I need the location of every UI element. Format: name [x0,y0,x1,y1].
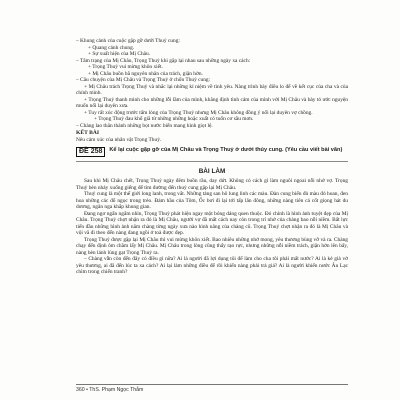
outline-line: + Sự xuất hiện của Mị Châu. [88,51,151,57]
page-footer [76,384,348,393]
outline-line: – Chàng lao thân thành những bọt nước biển mang hình giọt lệ. [76,122,213,129]
essay-paragraph: Thuỷ cung là một thế giới long lanh, trong vắt. Những tảng san hô lung linh các màu. Đàn cung biển đủ màu đỏ hoan, đen hoa những các đổ ngọc trong trẻo. Đám hầu của Tôm, Ốc bơi đi lại tới tấp lân đông, những nàng tiên cá cốt giọng hát du dương, ngân nga khắp khung gian. [76,191,348,210]
essay-paragraph: Đang ngơ ngẩn ngắm nhìn, Trọng Thuỷ phát hiện ngay một bóng dáng quen thuộc. Đó chính là hình ảnh tuyệt đẹp của Mị Châu. Trọng Thuỷ chợt nhận ra đó là Mị Châu, người vợ đã mất cách nay còn trong trí nhớ của chàng bao nỗi niềm. Bất lực tiến đầu những hình ảnh năm chàng từng ngày xưa nào hình nâng của chàng cũ. Trọng Thuỷ chợt nhận ra đó là Mị Châu và vội vã đi theo đến nàng đang ngồi ở toà được đẹp. [76,210,348,236]
bai-lam-heading: BÀI LÀM [198,168,226,175]
ket-bai-text: Nêu cảm xúc của nhân vật Trọng Thuỷ. [76,136,162,143]
outline-line: + Mị Châu buồn bã nguyên nhân của trách, giận hờn. [88,70,203,77]
essay-body [76,178,348,276]
outline-line: + Tuy rất xúc động trước tấm lòng của Trọng Thuỷ nhưng Mị Châu không đồng ý nối lại duyên vợ chồng. [84,109,313,116]
outline-line: + Quang cảnh chung. [88,44,135,51]
footer-text: 360 • ThS. Phạm Ngọc Thắm [76,387,144,393]
outline-line: + Trọng Thuỷ thanh minh cho những lỗi lầm của mình, khẳng định tình cảm của mình với Mị Châu và bày tỏ ước nguyện muốn nối lại duyên xưa. [76,96,348,109]
ket-bai-heading: KẾT BÀI [76,130,100,136]
exercise-text: Kể lại cuộc gặp gỡ của Mị Châu và Trọng Thuỷ ở dưới thủy cung. (Yêu cầu viết bài văn) [109,147,343,153]
essay-paragraph: Sau khi Mị Châu chết, Trọng Thuỷ ngày đêm buồn rầu, day dứt. Không có cách gì làm nguôi ngoai nỗi nhớ vợ. Trọng Thuỷ bèn nhảy xuống giếng để tìm đường đến thuỷ cung gặp lại Mị Châu. [76,178,348,191]
exercise-prompt [76,147,348,162]
outline-line: – Khung cảnh của cuộc gặp gỡ dưới Thuỷ cung: [76,38,180,44]
exercise-number-badge [76,147,105,157]
essay-paragraph: – Chàng vẫn còn đến đây có điều gì nữa? Ai là người đã lợi dụng tôi để làm cho cha tôi phải mất nước? Ai là kẻ giả vờ yêu thương, ai đã đến lúc ta xa cách? Ai lại làm những điều để rồi khiến nàng phải trả giá? Ai là người khiến nước Âu Lạc chìm trong chiến tranh? [76,256,348,275]
page-content [76,38,348,276]
outline-line: – Câu chuyện của Mị Châu và Trọng Thuỷ ở chốn Thuỷ cung: [76,77,211,83]
outline-line: + Mị Châu trách Trọng Thuỷ và nhắc lại những kỉ niệm về tình yêu. Nàng trình bày điều lo để về kết cục của cha và của chính mình. [76,83,348,96]
outline-list [76,38,348,129]
exercise-number: 258 [90,148,103,155]
exercise-label: ĐỀ [79,148,89,155]
outline-line: + Trọng Thuỷ vui mừng khôn xiết. [88,64,163,70]
outline-line: + Trọng Thuỷ đau khổ giã từ những những hoặc xuất có tuổn cơ sầu mơn. [94,116,254,122]
essay-paragraph: Trọng Thuỷ được gặp lại Mị Châu thì vui mừng khôn xiết. Bao nhiêu những nhớ mong, yêu thương bùng vỡ và ra. Chàng chạy đến định ôm chầm lấy Mị Châu. Mị Châu trong lòng cũng thấy rạo rực, nhưng những nỗi niềm trách, giận hờn lên bấy, nàng bèn lánh lùng gạt Trọng Thuỷ ra. [76,236,348,256]
outline-line: – Tâm trạng của Mị Châu, Trọng Thuỷ khi gặp lại nhau sau những ngày xa cách: [76,57,251,64]
